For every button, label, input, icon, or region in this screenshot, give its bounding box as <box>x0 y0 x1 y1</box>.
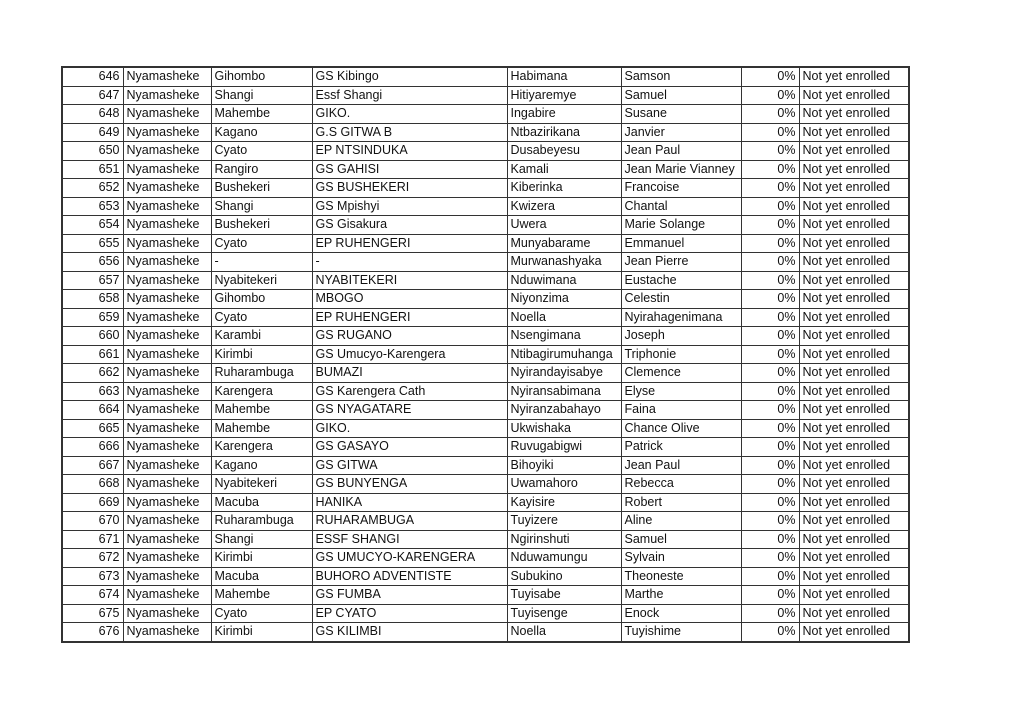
district-cell: Nyamasheke <box>123 216 211 235</box>
table-row <box>62 345 909 364</box>
sector-cell: Karengera <box>211 382 312 401</box>
district-cell: Nyamasheke <box>123 160 211 179</box>
table-row <box>62 179 909 198</box>
sector-cell: Gihombo <box>211 67 312 86</box>
firstname-cell: Samuel <box>621 530 741 549</box>
status-cell: Not yet enrolled <box>799 327 909 346</box>
status-cell: Not yet enrolled <box>799 604 909 623</box>
progress-cell: 0% <box>741 364 799 383</box>
district-cell: Nyamasheke <box>123 253 211 272</box>
status-cell: Not yet enrolled <box>799 493 909 512</box>
sector-cell: Nyabitekeri <box>211 271 312 290</box>
status-cell: Not yet enrolled <box>799 105 909 124</box>
surname-cell: Subukino <box>507 567 621 586</box>
surname-cell: Dusabeyesu <box>507 142 621 161</box>
school-cell: GIKO. <box>312 105 507 124</box>
progress-cell: 0% <box>741 382 799 401</box>
surname-cell: Nyirandayisabye <box>507 364 621 383</box>
district-cell: Nyamasheke <box>123 401 211 420</box>
district-cell: Nyamasheke <box>123 123 211 142</box>
status-cell: Not yet enrolled <box>799 586 909 605</box>
table-row <box>62 530 909 549</box>
district-cell: Nyamasheke <box>123 234 211 253</box>
sector-cell: Macuba <box>211 493 312 512</box>
surname-cell: Tuyisenge <box>507 604 621 623</box>
firstname-cell: Sylvain <box>621 549 741 568</box>
firstname-cell: Tuyishime <box>621 623 741 642</box>
table-row <box>62 234 909 253</box>
table-row <box>62 493 909 512</box>
firstname-cell: Francoise <box>621 179 741 198</box>
status-cell: Not yet enrolled <box>799 197 909 216</box>
district-cell: Nyamasheke <box>123 86 211 105</box>
status-cell: Not yet enrolled <box>799 216 909 235</box>
status-cell: Not yet enrolled <box>799 364 909 383</box>
school-cell: BUHORO ADVENTISTE <box>312 567 507 586</box>
surname-cell: Nyiranzabahayo <box>507 401 621 420</box>
row-number-cell: 647 <box>62 86 123 105</box>
progress-cell: 0% <box>741 604 799 623</box>
progress-cell: 0% <box>741 253 799 272</box>
row-number-cell: 675 <box>62 604 123 623</box>
row-number-cell: 670 <box>62 512 123 531</box>
firstname-cell: Celestin <box>621 290 741 309</box>
status-cell: Not yet enrolled <box>799 290 909 309</box>
table-row <box>62 364 909 383</box>
table-row <box>62 67 909 86</box>
sector-cell: Nyabitekeri <box>211 475 312 494</box>
status-cell: Not yet enrolled <box>799 308 909 327</box>
row-number-cell: 649 <box>62 123 123 142</box>
school-cell: GS Umucyo-Karengera <box>312 345 507 364</box>
row-number-cell: 671 <box>62 530 123 549</box>
progress-cell: 0% <box>741 475 799 494</box>
firstname-cell: Aline <box>621 512 741 531</box>
table-row <box>62 290 909 309</box>
firstname-cell: Elyse <box>621 382 741 401</box>
status-cell: Not yet enrolled <box>799 160 909 179</box>
surname-cell: Ruvugabigwi <box>507 438 621 457</box>
firstname-cell: Patrick <box>621 438 741 457</box>
district-cell: Nyamasheke <box>123 382 211 401</box>
sector-cell: Shangi <box>211 530 312 549</box>
surname-cell: Habimana <box>507 67 621 86</box>
firstname-cell: Marthe <box>621 586 741 605</box>
table-row <box>62 567 909 586</box>
table-row <box>62 160 909 179</box>
school-cell: GS BUNYENGA <box>312 475 507 494</box>
progress-cell: 0% <box>741 290 799 309</box>
school-cell: GS BUSHEKERI <box>312 179 507 198</box>
row-number-cell: 659 <box>62 308 123 327</box>
row-number-cell: 663 <box>62 382 123 401</box>
row-number-cell: 652 <box>62 179 123 198</box>
district-cell: Nyamasheke <box>123 623 211 642</box>
sector-cell: Karambi <box>211 327 312 346</box>
firstname-cell: Marie Solange <box>621 216 741 235</box>
progress-cell: 0% <box>741 142 799 161</box>
table-row <box>62 86 909 105</box>
progress-cell: 0% <box>741 105 799 124</box>
firstname-cell: Enock <box>621 604 741 623</box>
row-number-cell: 665 <box>62 419 123 438</box>
status-cell: Not yet enrolled <box>799 67 909 86</box>
firstname-cell: Chantal <box>621 197 741 216</box>
progress-cell: 0% <box>741 234 799 253</box>
district-cell: Nyamasheke <box>123 105 211 124</box>
table-row <box>62 438 909 457</box>
surname-cell: Tuyisabe <box>507 586 621 605</box>
status-cell: Not yet enrolled <box>799 438 909 457</box>
district-cell: Nyamasheke <box>123 456 211 475</box>
firstname-cell: Theoneste <box>621 567 741 586</box>
table-row <box>62 308 909 327</box>
status-cell: Not yet enrolled <box>799 123 909 142</box>
school-cell: GS Karengera Cath <box>312 382 507 401</box>
district-cell: Nyamasheke <box>123 567 211 586</box>
table-body <box>62 67 909 642</box>
status-cell: Not yet enrolled <box>799 549 909 568</box>
row-number-cell: 674 <box>62 586 123 605</box>
progress-cell: 0% <box>741 549 799 568</box>
surname-cell: Kwizera <box>507 197 621 216</box>
table-row <box>62 623 909 642</box>
row-number-cell: 664 <box>62 401 123 420</box>
row-number-cell: 648 <box>62 105 123 124</box>
firstname-cell: Jean Paul <box>621 142 741 161</box>
sector-cell: Kirimbi <box>211 623 312 642</box>
sector-cell: Shangi <box>211 86 312 105</box>
surname-cell: Ngirinshuti <box>507 530 621 549</box>
district-cell: Nyamasheke <box>123 475 211 494</box>
firstname-cell: Janvier <box>621 123 741 142</box>
status-cell: Not yet enrolled <box>799 419 909 438</box>
firstname-cell: Jean Paul <box>621 456 741 475</box>
status-cell: Not yet enrolled <box>799 234 909 253</box>
row-number-cell: 668 <box>62 475 123 494</box>
progress-cell: 0% <box>741 86 799 105</box>
enrollment-table <box>61 66 910 643</box>
row-number-cell: 656 <box>62 253 123 272</box>
table-row <box>62 197 909 216</box>
school-cell: GS GAHISI <box>312 160 507 179</box>
surname-cell: Ntibagirumuhanga <box>507 345 621 364</box>
table-row <box>62 216 909 235</box>
school-cell: EP RUHENGERI <box>312 234 507 253</box>
school-cell: NYABITEKERI <box>312 271 507 290</box>
firstname-cell: Triphonie <box>621 345 741 364</box>
status-cell: Not yet enrolled <box>799 142 909 161</box>
school-cell: ESSF SHANGI <box>312 530 507 549</box>
row-number-cell: 658 <box>62 290 123 309</box>
surname-cell: Uwera <box>507 216 621 235</box>
progress-cell: 0% <box>741 123 799 142</box>
status-cell: Not yet enrolled <box>799 179 909 198</box>
sector-cell: Shangi <box>211 197 312 216</box>
sector-cell: Bushekeri <box>211 216 312 235</box>
row-number-cell: 650 <box>62 142 123 161</box>
table-row <box>62 475 909 494</box>
school-cell: GS Gisakura <box>312 216 507 235</box>
sector-cell: Mahembe <box>211 586 312 605</box>
sector-cell: Mahembe <box>211 419 312 438</box>
firstname-cell: Samuel <box>621 86 741 105</box>
district-cell: Nyamasheke <box>123 142 211 161</box>
firstname-cell: Rebecca <box>621 475 741 494</box>
firstname-cell: Susane <box>621 105 741 124</box>
table-row <box>62 142 909 161</box>
status-cell: Not yet enrolled <box>799 271 909 290</box>
sector-cell: Karengera <box>211 438 312 457</box>
progress-cell: 0% <box>741 271 799 290</box>
sector-cell: Kirimbi <box>211 345 312 364</box>
status-cell: Not yet enrolled <box>799 567 909 586</box>
sector-cell: Cyato <box>211 142 312 161</box>
sector-cell: Mahembe <box>211 105 312 124</box>
surname-cell: Munyabarame <box>507 234 621 253</box>
row-number-cell: 666 <box>62 438 123 457</box>
surname-cell: Ingabire <box>507 105 621 124</box>
district-cell: Nyamasheke <box>123 604 211 623</box>
progress-cell: 0% <box>741 456 799 475</box>
surname-cell: Nyiransabimana <box>507 382 621 401</box>
progress-cell: 0% <box>741 67 799 86</box>
school-cell: BUMAZI <box>312 364 507 383</box>
district-cell: Nyamasheke <box>123 549 211 568</box>
firstname-cell: Joseph <box>621 327 741 346</box>
surname-cell: Nduwimana <box>507 271 621 290</box>
school-cell: RUHARAMBUGA <box>312 512 507 531</box>
table-row <box>62 604 909 623</box>
sector-cell: Rangiro <box>211 160 312 179</box>
surname-cell: Kiberinka <box>507 179 621 198</box>
table-row <box>62 419 909 438</box>
district-cell: Nyamasheke <box>123 308 211 327</box>
table-row <box>62 382 909 401</box>
sector-cell: Mahembe <box>211 401 312 420</box>
firstname-cell: Jean Pierre <box>621 253 741 272</box>
table-row <box>62 456 909 475</box>
district-cell: Nyamasheke <box>123 530 211 549</box>
district-cell: Nyamasheke <box>123 327 211 346</box>
table-row <box>62 512 909 531</box>
district-cell: Nyamasheke <box>123 67 211 86</box>
school-cell: GS GASAYO <box>312 438 507 457</box>
status-cell: Not yet enrolled <box>799 475 909 494</box>
row-number-cell: 673 <box>62 567 123 586</box>
surname-cell: Uwamahoro <box>507 475 621 494</box>
firstname-cell: Emmanuel <box>621 234 741 253</box>
surname-cell: Ukwishaka <box>507 419 621 438</box>
sector-cell: Kagano <box>211 456 312 475</box>
status-cell: Not yet enrolled <box>799 530 909 549</box>
school-cell: GS RUGANO <box>312 327 507 346</box>
progress-cell: 0% <box>741 179 799 198</box>
progress-cell: 0% <box>741 160 799 179</box>
school-cell: GS Mpishyi <box>312 197 507 216</box>
sector-cell: Cyato <box>211 308 312 327</box>
school-cell: Essf Shangi <box>312 86 507 105</box>
sector-cell: Macuba <box>211 567 312 586</box>
status-cell: Not yet enrolled <box>799 86 909 105</box>
district-cell: Nyamasheke <box>123 586 211 605</box>
school-cell: EP CYATO <box>312 604 507 623</box>
school-cell: GS NYAGATARE <box>312 401 507 420</box>
status-cell: Not yet enrolled <box>799 382 909 401</box>
table-row <box>62 253 909 272</box>
sector-cell: Ruharambuga <box>211 364 312 383</box>
progress-cell: 0% <box>741 493 799 512</box>
surname-cell: Noella <box>507 308 621 327</box>
progress-cell: 0% <box>741 345 799 364</box>
table-row <box>62 123 909 142</box>
row-number-cell: 667 <box>62 456 123 475</box>
firstname-cell: Chance Olive <box>621 419 741 438</box>
school-cell: GS GITWA <box>312 456 507 475</box>
surname-cell: Bihoyiki <box>507 456 621 475</box>
progress-cell: 0% <box>741 419 799 438</box>
surname-cell: Nsengimana <box>507 327 621 346</box>
table-row <box>62 549 909 568</box>
progress-cell: 0% <box>741 308 799 327</box>
surname-cell: Niyonzima <box>507 290 621 309</box>
row-number-cell: 646 <box>62 67 123 86</box>
district-cell: Nyamasheke <box>123 493 211 512</box>
surname-cell: Noella <box>507 623 621 642</box>
status-cell: Not yet enrolled <box>799 253 909 272</box>
table-row <box>62 327 909 346</box>
surname-cell: Kayisire <box>507 493 621 512</box>
district-cell: Nyamasheke <box>123 271 211 290</box>
progress-cell: 0% <box>741 197 799 216</box>
row-number-cell: 651 <box>62 160 123 179</box>
surname-cell: Hitiyaremye <box>507 86 621 105</box>
district-cell: Nyamasheke <box>123 197 211 216</box>
progress-cell: 0% <box>741 586 799 605</box>
row-number-cell: 653 <box>62 197 123 216</box>
school-cell: - <box>312 253 507 272</box>
district-cell: Nyamasheke <box>123 364 211 383</box>
firstname-cell: Robert <box>621 493 741 512</box>
row-number-cell: 657 <box>62 271 123 290</box>
district-cell: Nyamasheke <box>123 419 211 438</box>
firstname-cell: Jean Marie Vianney <box>621 160 741 179</box>
row-number-cell: 672 <box>62 549 123 568</box>
surname-cell: Ntbazirikana <box>507 123 621 142</box>
progress-cell: 0% <box>741 567 799 586</box>
sector-cell: Cyato <box>211 604 312 623</box>
sector-cell: Ruharambuga <box>211 512 312 531</box>
school-cell: GS Kibingo <box>312 67 507 86</box>
row-number-cell: 662 <box>62 364 123 383</box>
school-cell: GS FUMBA <box>312 586 507 605</box>
school-cell: EP RUHENGERI <box>312 308 507 327</box>
sector-cell: Gihombo <box>211 290 312 309</box>
table-row <box>62 105 909 124</box>
surname-cell: Nduwamungu <box>507 549 621 568</box>
school-cell: GS KILIMBI <box>312 623 507 642</box>
row-number-cell: 654 <box>62 216 123 235</box>
status-cell: Not yet enrolled <box>799 623 909 642</box>
progress-cell: 0% <box>741 327 799 346</box>
progress-cell: 0% <box>741 623 799 642</box>
progress-cell: 0% <box>741 530 799 549</box>
sector-cell: - <box>211 253 312 272</box>
table-row <box>62 271 909 290</box>
sector-cell: Cyato <box>211 234 312 253</box>
district-cell: Nyamasheke <box>123 290 211 309</box>
school-cell: HANIKA <box>312 493 507 512</box>
school-cell: GIKO. <box>312 419 507 438</box>
surname-cell: Tuyizere <box>507 512 621 531</box>
row-number-cell: 676 <box>62 623 123 642</box>
sector-cell: Kirimbi <box>211 549 312 568</box>
progress-cell: 0% <box>741 512 799 531</box>
table-row <box>62 401 909 420</box>
status-cell: Not yet enrolled <box>799 345 909 364</box>
sector-cell: Bushekeri <box>211 179 312 198</box>
firstname-cell: Nyirahagenimana <box>621 308 741 327</box>
school-cell: G.S GITWA B <box>312 123 507 142</box>
status-cell: Not yet enrolled <box>799 512 909 531</box>
row-number-cell: 660 <box>62 327 123 346</box>
school-cell: MBOGO <box>312 290 507 309</box>
district-cell: Nyamasheke <box>123 179 211 198</box>
school-cell: EP NTSINDUKA <box>312 142 507 161</box>
row-number-cell: 655 <box>62 234 123 253</box>
district-cell: Nyamasheke <box>123 512 211 531</box>
school-cell: GS UMUCYO-KARENGERA <box>312 549 507 568</box>
surname-cell: Murwanashyaka <box>507 253 621 272</box>
firstname-cell: Samson <box>621 67 741 86</box>
status-cell: Not yet enrolled <box>799 456 909 475</box>
row-number-cell: 661 <box>62 345 123 364</box>
progress-cell: 0% <box>741 438 799 457</box>
table-row <box>62 586 909 605</box>
district-cell: Nyamasheke <box>123 345 211 364</box>
progress-cell: 0% <box>741 401 799 420</box>
district-cell: Nyamasheke <box>123 438 211 457</box>
status-cell: Not yet enrolled <box>799 401 909 420</box>
progress-cell: 0% <box>741 216 799 235</box>
firstname-cell: Faina <box>621 401 741 420</box>
firstname-cell: Eustache <box>621 271 741 290</box>
firstname-cell: Clemence <box>621 364 741 383</box>
surname-cell: Kamali <box>507 160 621 179</box>
row-number-cell: 669 <box>62 493 123 512</box>
sector-cell: Kagano <box>211 123 312 142</box>
